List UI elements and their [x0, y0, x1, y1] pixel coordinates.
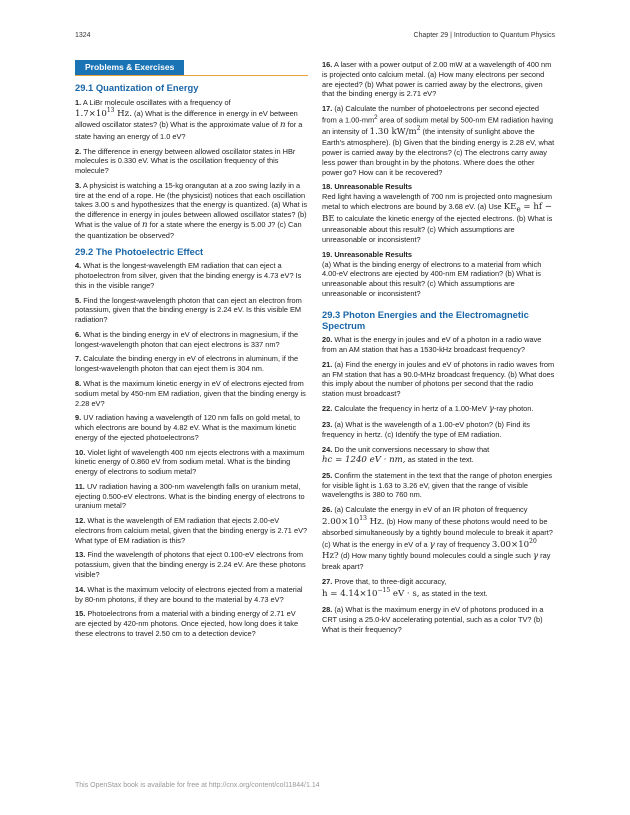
problem-1: 1. A LiBr molecule oscillates with a frequency of $1.7\times 10^{13}$ Hz. (a) What is the difference in energy in eV between allowed oscillator states? (b) What is the approximate value of n for a state having an energy of 1.0 eV? — [75, 97, 303, 141]
problem-28: 28. (a) What is the maximum energy in eV of photons produced in a CRT using a 25.0-kV accelerating potential, such as a color TV? (b) What is their frequency? — [322, 605, 544, 634]
problem-24: 24. Do the unit conversions necessary to show that hc = 1240 eV · nm, as stated in the text. — [322, 444, 490, 465]
problem-12: 12. What is the wavelength of EM radiation that ejects 2.00-eV electrons from calcium metal, given that the binding energy is 2.71 eV? What type of EM radiation is this? — [75, 516, 308, 545]
problem-11: 11. UV radiation having a 300-nm wavelength falls on uranium metal, ejecting 0.500-eV electrons. What is the binding energy of electrons to uranium metal? — [75, 481, 305, 511]
problem-6: 6. What is the binding energy in eV of electrons in magnesium, if the longest-wavelength photon that can eject electrons is 337 nm? — [75, 329, 299, 349]
problem-26: 26. (a) Calculate the energy in eV of an IR photon of frequency $2.00\times 10^{13}$ Hz. (b) How many of these photons would need to be absorbed simultaneously by a tightly bound molecule to break it apart? (c) What is the energy in eV of a γ ray of frequency $3.00\times 10^{20}$ Hz? (d) How many tightly bound molecules could a single such γ ray break apart? — [322, 505, 553, 572]
left-column — [75, 60, 308, 644]
problem-19: 19. Unreasonable Results (a) What is the binding energy of electrons to a material from which 4.00-eV electrons are ejected by 400-nm EM radiation? (b) What is unreasonable about this result? (c) Which assumptions are unreasonable or inconsistent? — [322, 249, 542, 298]
problems-exercises-banner: Problems & Exercises — [75, 60, 184, 75]
page-number: 1324 — [75, 32, 91, 39]
problem-7: 7. Calculate the binding energy in eV of electrons in aluminum, if the longest-wavelength photon that can eject them is 304 nm. — [75, 354, 299, 374]
right-column — [322, 60, 555, 639]
problem-27: 27. Prove that, to three-digit accuracy, $h = 4.14\times 10^{-15}$ eV · s, as stated in the text. — [322, 577, 488, 599]
section-heading-29-3: 29.3 Photon Energies and the Electromagnetic Spectrum — [322, 308, 529, 332]
problem-13: 13. Find the wavelength of photons that eject 0.100-eV electrons from potassium, given that the binding energy is 2.24 eV. Are these photons visible? — [75, 550, 306, 579]
problem-10: 10. Violet light of wavelength 400 nm ejects electrons with a maximum kinetic energy of 0.860 eV from sodium metal. What is the binding energy of electrons to sodium metal? — [75, 447, 305, 477]
problem-23: 23. (a) What is the wavelength of a 1.00-eV photon? (b) Find its frequency in hertz. (c) Identify the type of EM radiation. — [322, 420, 530, 439]
problem-21: 21. (a) Find the energy in joules and eV of photons in radio waves from an FM station that has a 90.0-MHz broadcast frequency. (b) What does this imply about the number of photons per second that the radio station must broadcast? — [322, 359, 555, 399]
problem-18: 18. Unreasonable Results Red light having a wavelength of 700 nm is projected onto magnesium metal to which electrons are bound by 3.68 eV. (a) Use $KE_e$ = hf − BE to calculate the kinetic energy of the ejected electrons. (b) What is unreasonable about this result? (c) Which assumptions are unreasonable or inconsistent? — [322, 182, 553, 245]
problem-5: 5. Find the longest-wavelength photon that can eject an electron from potassium, given that the binding energy is 2.24 eV. Is this visible EM radiation? — [75, 295, 302, 325]
problem-22: 22. Calculate the frequency in hertz of a 1.00-MeV γ-ray photon. — [322, 403, 534, 414]
page-footer: This OpenStax book is available for free at http://cnx.org/content/col11844/1.14 — [75, 782, 320, 789]
problem-25: 25. Confirm the statement in the text that the range of photon energies for visible light is 1.63 to 3.26 eV, given that the range of visible wavelengths is 380 to 760 nm. — [322, 470, 553, 500]
problem-8: 8. What is the maximum kinetic energy in eV of electrons ejected from sodium metal by 450-nm EM radiation, given that the binding energy is 2.28 eV? — [75, 378, 306, 408]
banner-rule — [75, 60, 308, 76]
chapter-title: Chapter 29 | Introduction to Quantum Physics — [413, 32, 555, 39]
problem-20: 20. What is the energy in joules and eV of a photon in a radio wave from an AM station that has a 1530-kHz broadcast frequency? — [322, 335, 542, 355]
problem-4: 4. What is the longest-wavelength EM radiation that can eject a photoelectron from silver, given that the binding energy is 4.73 eV? Is this in the visible range? — [75, 261, 302, 290]
section-heading-29-2: 29.2 The Photoelectric Effect — [75, 246, 204, 258]
problem-17: 17. (a) Calculate the number of photoelectrons per second ejected from a $1.00-mm^2$ area of sodium metal by 500-nm EM radiation having an intensity of 1.30 $kW/m^2$ (the intensity of sunlight above the Earth’s atmosphere). (b) Given that the binding energy is 2.28 eV, what power is carried away by the electrons? (c) The electrons carry away less power than brought in by the photons. Where does the other power go? How can it be recovered? — [322, 104, 555, 177]
problem-16: 16. A laser with a power output of 2.00 mW at a wavelength of 400 nm is projected onto calcium metal. (a) How many electrons per second are ejected? (b) What power is carried away by the electrons, given that the binding energy is 2.71 eV? — [322, 60, 552, 99]
section-heading-29-1: 29.1 Quantization of Energy — [75, 82, 199, 94]
problem-15: 15. Photoelectrons from a material with a binding energy of 2.71 eV are ejected by 420-nm photons. Once ejected, how long does it take these electrons to travel 2.50 cm to a detection device? — [75, 609, 299, 638]
problem-14: 14. What is the maximum velocity of electrons ejected from a material by 80-nm photons, if they are bound to the material by 4.73 eV? — [75, 584, 303, 604]
problem-3: 3. A physicist is watching a 15-kg orangutan at a zoo swing lazily in a tire at the end of a rope. He (the physicist) notices that each oscillation takes 3.00 s and hypothesizes that the energy is quantized. (a) What is the difference in energy in joules between allowed oscillator states? (b) What is the value of n for a state where the energy is 5.00 J? (c) Can the quantization be observed? — [75, 180, 308, 241]
page-header — [75, 31, 555, 41]
problem-9: 9. UV radiation having a wavelength of 120 nm falls on gold metal, to which electrons are bound by 4.82 eV. What is the maximum kinetic energy of the ejected photoelectrons? — [75, 413, 301, 442]
problem-2: 2. The difference in energy between allowed oscillator states in HBr molecules is 0.330 eV. What is the oscillation frequency of this molecule? — [75, 146, 296, 176]
